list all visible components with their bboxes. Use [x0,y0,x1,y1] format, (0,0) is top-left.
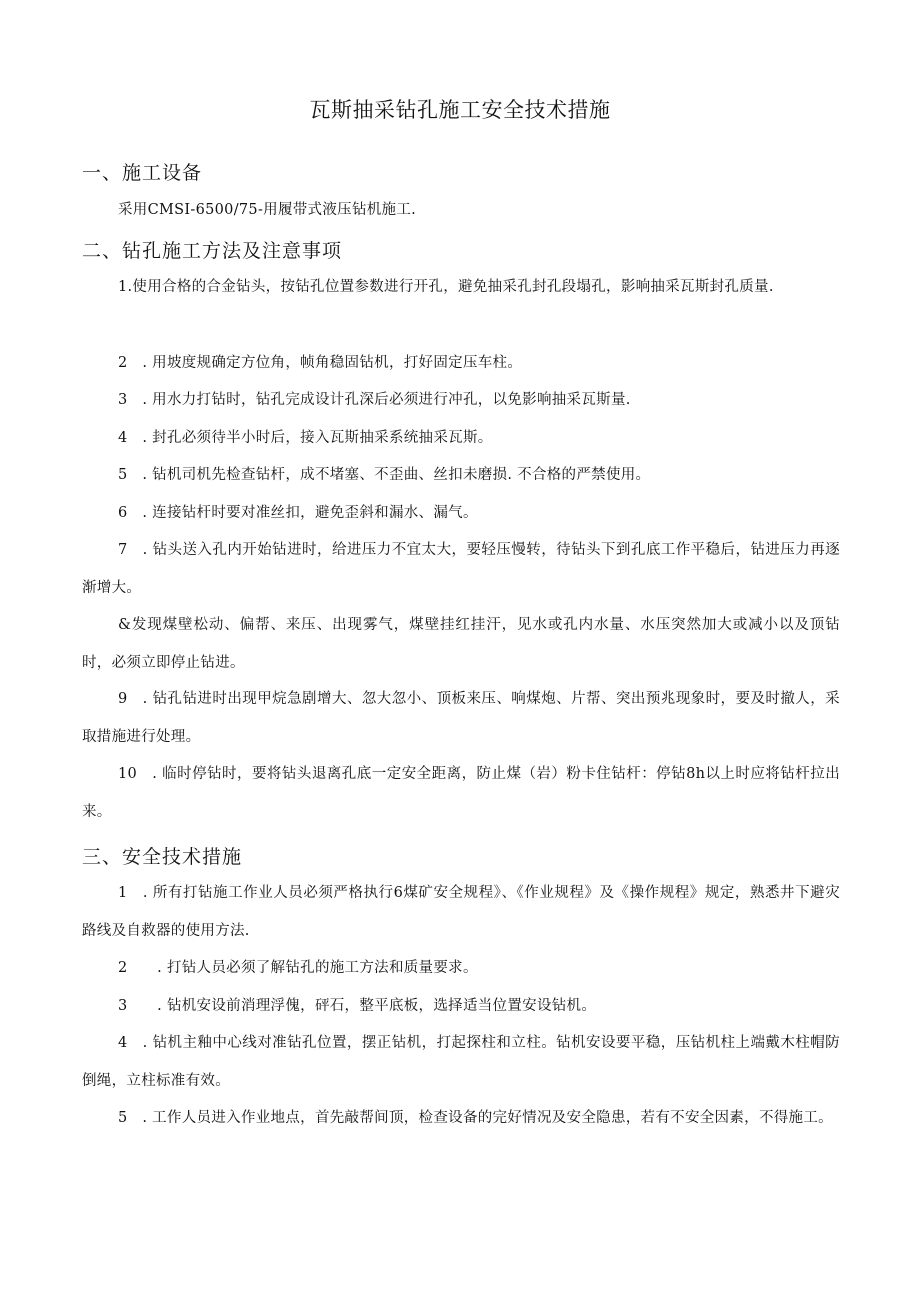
paragraph: 采用CMSI-6500/75-用履带式液压钻机施工. [118,202,417,218]
paragraph: 5 . 工作人员进入作业地点，首先敲帮间顶，检查设备的完好情况及安全隐患，若有不安全因素，不得施工。 [118,1110,833,1126]
paragraph: 2 . 打钻人员必须了解钻孔的施工方法和质量要求。 [118,960,478,976]
paragraph: 1.使用合格的合金钻头，按钻孔位置参数进行开孔，避免抽采孔封孔段塌孔，影响抽采瓦斯封孔质量. [118,279,774,295]
section-heading-safety: 三、安全技术措施 [82,846,243,868]
paragraph: 3 . 用水力打钻时，钻孔完成设计孔深后必须进行冲孔，以免影响抽采瓦斯量. [118,392,631,408]
paragraph: 6 . 连接钻杆时要对准丝扣，避免歪斜和漏水、漏气。 [118,505,478,521]
paragraph: 2 . 用坡度规确定方位角，帧角稳固钻机，打好固定压车柱。 [118,355,523,371]
document-title: 瓦斯抽采钻孔施工安全技术措施 [309,98,611,122]
paragraph: 9 . 钻孔钻进时出现甲烷急剧增大、忽大忽小、顶板来压、响煤炮、片帮、突出预兆现象时，要及时撤人，采取措施进行处理。 [82,691,840,745]
paragraph: 4 . 封孔必须待半小时后，接入瓦斯抽采系统抽采瓦斯。 [118,430,493,446]
paragraph: 4 . 钻机主釉中心线对准钻孔位置，摆正钻机，打起探柱和立柱。钻机安设要平稳，压钻机柱上端戴木柱帽防倒绳，立柱标准有效。 [82,1035,840,1089]
paragraph: &发现煤壁松动、偏帮、来压、出现雾气，煤壁挂红挂汗，见水或孔内水量、水压突然加大或减小以及顶钻时，必须立即停止钻进。 [82,617,840,671]
section-heading-equipment: 一、施工设备 [82,162,203,184]
paragraph: 3 . 钻机安设前消理浮傀，砰石，整平底板，选择适当位置安设钻机。 [118,998,597,1014]
section-heading-methods: 二、钻孔施工方法及注意事项 [82,240,343,262]
paragraph: 10 . 临时停钻时，要将钻头退离孔底一定安全距离，防止煤（岩）粉卡住钻杆：停钻8h以上时应将钻杆拉出来。 [82,766,840,820]
paragraph: 7 . 钻头送入孔内开始钻进时，给进压力不宜太大，要轻压慢转，待钻头下到孔底工作平稳后，钻进压力再逐渐增大。 [82,542,840,596]
paragraph: 1 . 所有打钻施工作业人员必须严格执行6煤矿安全规程》、《作业规程》及《操作规程》规定，熟悉井下避灾路线及自救器的使用方法. [82,885,840,939]
paragraph: 5 . 钻机司机先检查钻杆，成不堵塞、不歪曲、丝扣未磨损. 不合格的严禁使用。 [118,467,651,483]
